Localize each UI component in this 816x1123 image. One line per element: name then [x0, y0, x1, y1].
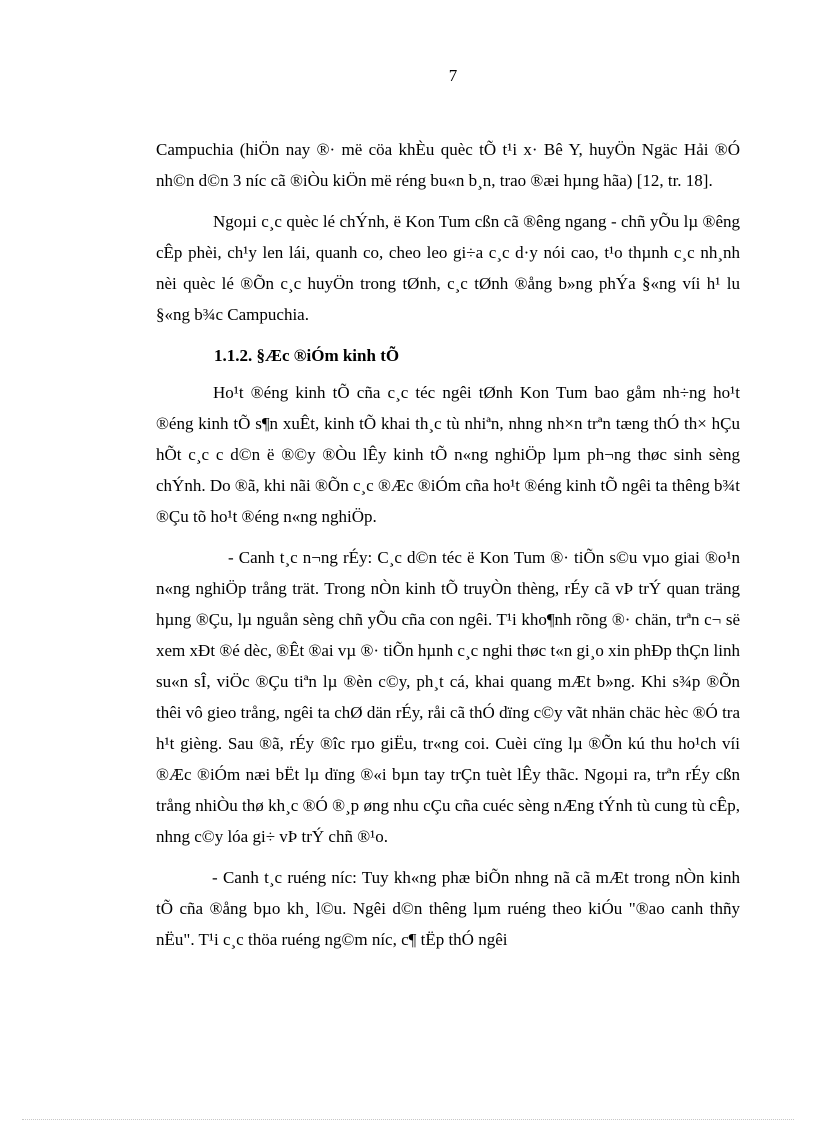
section-heading-economic-features: 1.1.2. §Æc ®iÓm kinh tÕ: [214, 346, 400, 365]
document-body: [156, 134, 740, 965]
paragraph-wet-rice-farming: - Canh t¸c ruéng níc: Tuy kh«ng phæ biÕn nhng nã cã mÆt trong nÒn kinh tÕ cña ®ång bµo kh¸ l©u. Ngêi d©n thêng lµm ruéng theo kiÓu "®ao canh thñy nËu". T¹i c¸c thöa ruéng ng©m níc, c¶ tËp thÓ ngêi: [156, 868, 740, 949]
paragraph-road-network: Ngoµi c¸c quèc lé chÝnh, ë Kon Tum cßn cã ®êng ngang - chñ yÕu lµ ®êng cÊp phèi, ch¹y len lái, quanh co, cheo leo gi÷a c¸c d·y nói cao, t¹o thµnh c¸c nh¸nh nèi quèc lé ®Õn c¸c huyÖn trong tØnh, c¸c tØnh ®ång b»ng phÝa §«ng víi h¹ lu §«ng b¾c Campuchia.: [156, 212, 740, 324]
paragraph-upland-farming: - Canh t¸c n¬ng rÉy: C¸c d©n téc ë Kon Tum ®· tiÕn s©u vµo giai ®o¹n n«ng nghiÖp trång trät. Trong nÒn kinh tÕ truyÒn thèng, rÉy cã vÞ trÝ quan träng hµng ®Çu, lµ nguån sèng chñ yÕu cña con ngêi. T¹i kho¶nh rõng ®· chän, trªn c¬ së xem xÐt ®é dèc, ®Êt ®ai vµ ®· tiÕn hµnh c¸c nghi thøc t«n gi¸o xin phÐp thÇn linh su«n sÎ, viÖc ®Çu tiªn lµ ®èn c©y, ph¸t cá, khai quang mÆt b»ng. Khi s¾p ®Õn thêi vô gieo trång, ngêi ta chØ dän rÉy, råi cã thÓ dïng c©y vãt nhän chäc hèc ®Ó tra h¹t gièng. Sau ®ã, rÉy ®îc rµo giËu, tr«ng coi. Cuèi cïng lµ ®Õn kú thu ho¹ch víi ®Æc ®iÓm næi bËt lµ dïng ®«i bµn tay trÇn tuèt lÊy thãc. Ngoµi ra, trªn rÉy cßn trång nhiÒu thø kh¸c ®Ó ®¸p øng nhu cÇu cña cuéc sèng nÆng tÝnh tù cung tù cÊp, nhng c©y lóa gi÷ vÞ trÝ chñ ®¹o.: [156, 548, 740, 846]
paragraph-economic-activities: Ho¹t ®éng kinh tÕ cña c¸c téc ngêi tØnh Kon Tum bao gåm nh÷ng ho¹t ®éng kinh tÕ s¶n xuÊt, kinh tÕ khai th¸c tù nhiªn, nhng nh×n trªn tæng thÓ th× hÇu hÕt c¸c c d©n ë ®©y ®Òu lÊy kinh tÕ n«ng nghiÖp lµm ph¬ng thøc sinh sèng chÝnh. Do ®ã, khi nãi ®Õn c¸c ®Æc ®iÓm cña ho¹t ®éng kinh tÕ ngêi ta thêng b¾t ®Çu tõ ho¹t ®éng n«ng nghiÖp.: [156, 383, 740, 526]
page-bottom-rule: [22, 1119, 794, 1120]
paragraph-campuchia-border: Campuchia (hiÖn nay ®· më cöa khÈu quèc tÕ t¹i x· Bê Y, huyÖn Ngäc Hải ®Ó nh©n d©n 3 níc cã ®iÒu kiÖn më réng bu«n b¸n, trao ®æi hµng hãa) [12, tr. 18].: [156, 140, 740, 190]
page-number: 7: [448, 66, 458, 85]
